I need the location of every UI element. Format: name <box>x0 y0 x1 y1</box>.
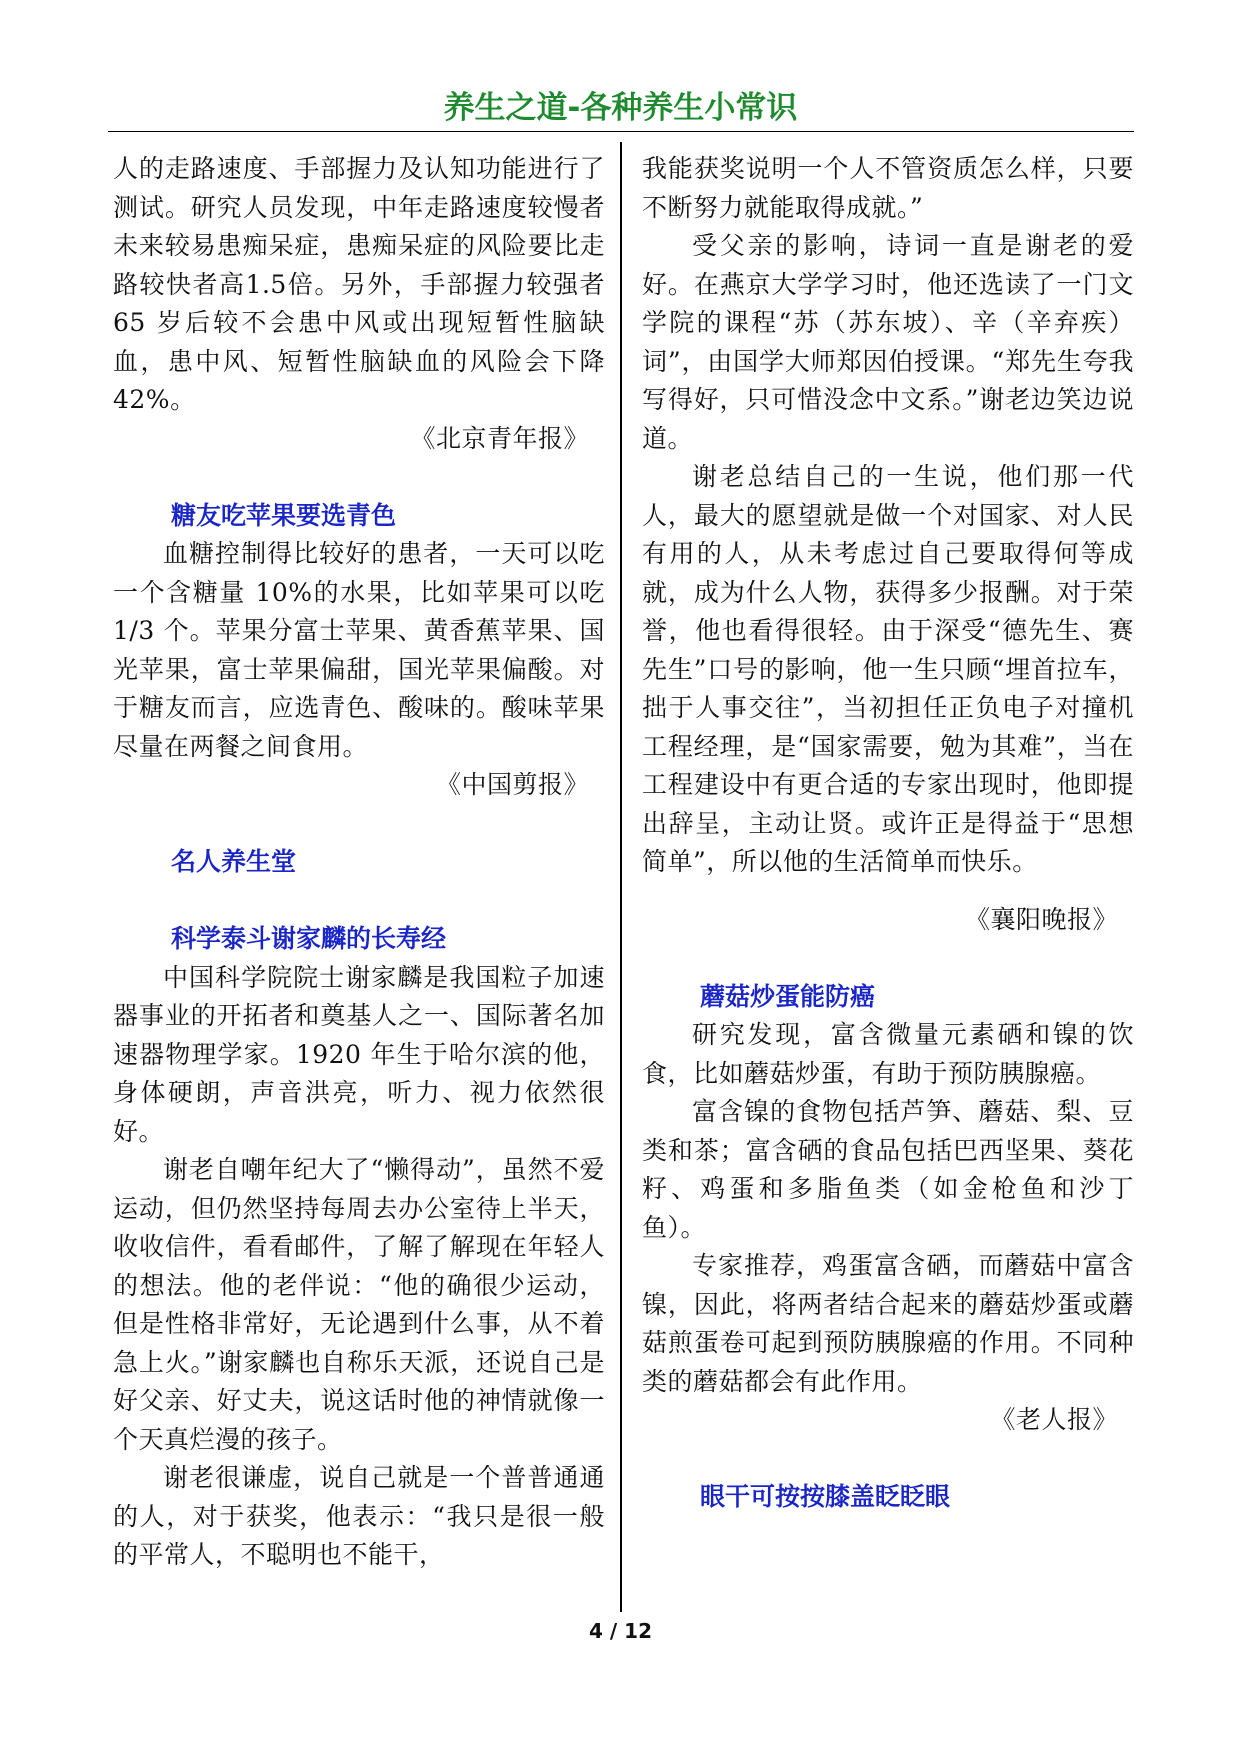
source-citation: 《老人报》 <box>990 1405 1118 1434</box>
article-heading-eyes: 眼干可按按膝盖眨眨眼 <box>700 1482 951 1511</box>
column-divider <box>620 142 622 1612</box>
page-number: 4 / 12 <box>589 1619 652 1643</box>
paragraph-xie-3: 谢老很谦虚，说自己就是一个普普通通的人，对于获奖，他表示：“我只是很一般的平常人，不聪明也不能干， <box>113 1463 605 1569</box>
paragraph-xie-5: 谢老总结自己的一生说，他们那一代人，最大的愿望就是做一个对国家、对人民有用的人，从未考虑过自己要取得何等成就，成为什么人物，获得多少报酬。对于荣誉，他也看得很轻。由于深受“德先生、赛先生”口号的影响，他一生只顾“埋首拉车，拙于人事交往”，当初担任正负电子对撞机工程经理，是“国家需要，勉为其难”，当在工程建设中有更合适的专家出现时，他即提出辞呈，主动让贤。或许正是得益于“思想简单”，所以他的生活简单而快乐。 <box>642 462 1134 876</box>
source-citation: 《北京青年报》 <box>410 423 589 453</box>
paragraph-xie-3-continued: 我能获奖说明一个人不管资质怎么样，只要不断努力就能取得成就。” <box>642 154 1134 222</box>
spacer <box>113 805 605 844</box>
paragraph-xie-2: 谢老自嘲年纪大了“懒得动”，虽然不爱运动，但仍然坚持每周去办公室待上半天，收收信件，看看邮件，了解了解现在年轻人的想法。他的老伴说：“他的确很少运动，但是性格非常好，无论遇到什么事，从不着急上火。”谢家麟也自称乐天派，还说自己是好父亲、好丈夫，说这话时他的神情就像一个天真烂漫的孩子。 <box>113 1155 605 1454</box>
spacer <box>642 1440 1134 1479</box>
spacer <box>113 882 605 921</box>
paragraph-mushroom-1: 研究发现，富含微量元素硒和镍的饮食，比如蘑菇炒蛋，有助于预防胰腺癌。 <box>642 1020 1134 1088</box>
section-heading-famous: 名人养生堂 <box>171 847 297 876</box>
source-citation: 《襄阳晚报》 <box>964 904 1118 934</box>
spacer <box>642 882 1134 901</box>
paragraph-xie-4: 受父亲的影响，诗词一直是谢老的爱好。在燕京大学学习时，他还选读了一门文学院的课程“苏（苏东坡）、辛（辛弃疾）词”，由国学大师郑因伯授课。“郑先生夸我写得好，只可惜没念中文系。”谢老边笑边说道。 <box>642 231 1134 453</box>
paragraph-intro-continued: 人的走路速度、手部握力及认知功能进行了测试。研究人员发现，中年走路速度较慢者未来较易患痴呆症，患痴呆症的风险要比走路较快者高1.5倍。另外，手部握力较强者 65 岁后较不会患中风或出现短暂性脑缺血，患中风、短暂性脑缺血的风险会下降 42%。 <box>113 154 605 414</box>
paragraph-mushroom-2: 富含镍的食物包括芦笋、蘑菇、梨、豆类和茶；富含硒的食品包括巴西坚果、葵花籽、鸡蛋和多脂鱼类（如金枪鱼和沙丁鱼）。 <box>642 1097 1134 1242</box>
spacer <box>642 939 1134 978</box>
article-heading-apple: 糖友吃苹果要选青色 <box>171 500 397 530</box>
page-title: 养生之道-各种养生小常识 <box>443 90 798 126</box>
left-column <box>113 150 605 1575</box>
paragraph-xie-1: 中国科学院院士谢家麟是我国粒子加速器事业的开拓者和奠基人之一、国际著名加速器物理学家。1920 年生于哈尔滨的他，身体硬朗，声音洪亮，听力、视力依然很好。 <box>113 962 605 1146</box>
paragraph-mushroom-3: 专家推荐，鸡蛋富含硒，而蘑菇中富含镍，因此，将两者结合起来的蘑菇炒蛋或蘑菇煎蛋卷可起到预防胰腺癌的作用。不同种类的蘑菇都会有此作用。 <box>642 1251 1134 1396</box>
article-heading-mushroom: 蘑菇炒蛋能防癌 <box>700 981 876 1011</box>
source-citation: 《中国剪报》 <box>435 770 589 799</box>
paragraph-apple: 血糖控制得比较好的患者，一天可以吃一个含糖量 10%的水果，比如苹果可以吃 1/3 个。苹果分富士苹果、黄香蕉苹果、国光苹果，富士苹果偏甜，国光苹果偏酸。对于糖友而言，应选青色、酸味的。酸味苹果尽量在两餐之间食用。 <box>113 539 605 761</box>
spacer <box>113 458 605 497</box>
article-heading-xie: 科学泰斗谢家麟的长寿经 <box>171 924 447 953</box>
right-column <box>642 150 1134 1517</box>
header-divider <box>108 131 1134 132</box>
